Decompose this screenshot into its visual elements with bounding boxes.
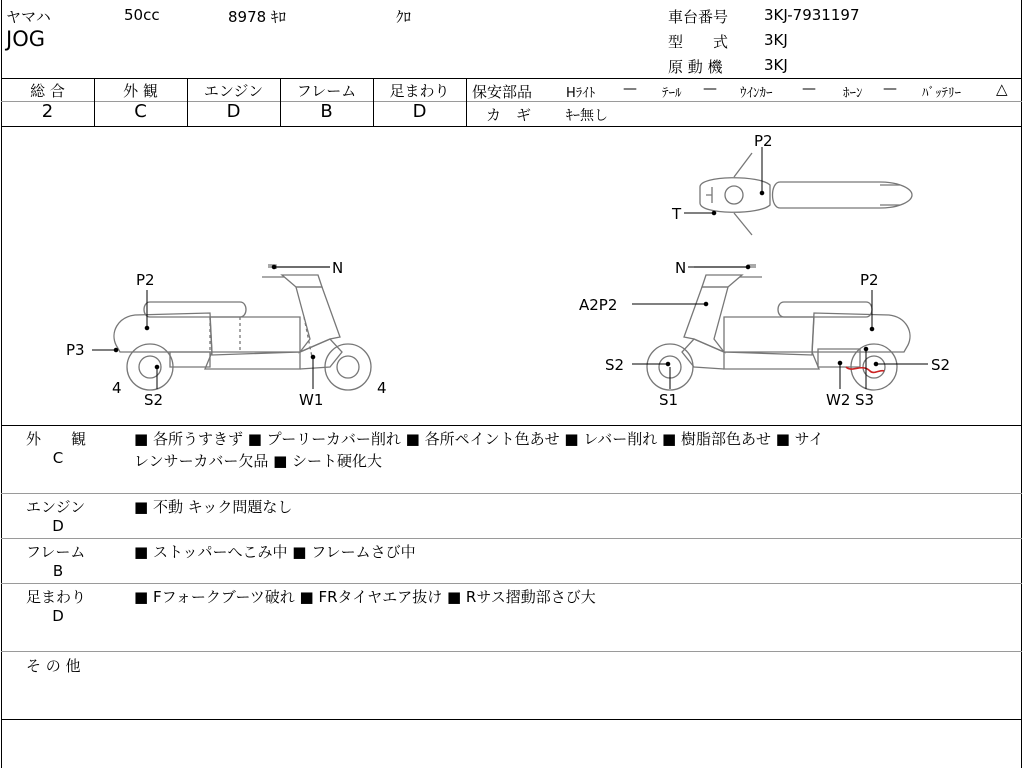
safety-headlight-label: Hﾗｲﾄ	[566, 86, 596, 101]
chassis-label: 車台番号	[668, 8, 729, 26]
key-label: カ ギ	[486, 106, 532, 124]
section-line: レンサーカバー欠品 ■ シート硬化大	[134, 452, 383, 470]
grade-label-engine: エンジン	[203, 82, 264, 100]
label-right-s2b: S2	[931, 356, 951, 374]
diagram-leaders	[92, 147, 928, 389]
safety-title: 保安部品	[472, 83, 533, 101]
label-right-w2: W2	[826, 391, 851, 409]
safety-mid	[467, 101, 1022, 102]
safety-tail-value: —	[703, 81, 717, 97]
grade-label-suspension: 足まわり	[389, 82, 450, 100]
label-top-t: T	[672, 205, 682, 223]
label-right-s3: S3	[855, 391, 875, 409]
label-right-a2p2: A2P2	[579, 296, 618, 314]
label-left-p2: P2	[136, 271, 155, 289]
safety-battery-label: ﾊﾞｯﾃﾘｰ	[922, 86, 961, 101]
section-label: 足まわり	[26, 588, 87, 606]
section-grade: D	[52, 607, 64, 625]
label-left-n: N	[332, 259, 344, 277]
model-name: JOG	[6, 27, 45, 51]
section-divider	[1, 538, 1022, 539]
section-label: 外 観	[26, 430, 87, 448]
displacement: 50cc	[124, 6, 160, 24]
section-line: ■ 不動 キック問題なし	[134, 498, 293, 516]
key-value: ｷｰ無し	[566, 108, 608, 124]
grade-label-frame: フレーム	[296, 82, 357, 100]
label-right-s2a: S2	[605, 356, 625, 374]
type-label: 型 式	[668, 33, 729, 51]
section-grade: B	[52, 562, 64, 580]
safety-tail-label: ﾃｰﾙ	[662, 86, 682, 101]
sections-bottom	[1, 719, 1022, 720]
section-label: エンジン	[26, 498, 86, 516]
grade-value-suspension: D	[412, 101, 427, 122]
label-right-n: N	[675, 259, 687, 277]
grade-value-frame: B	[320, 101, 333, 122]
type-value: 3KJ	[764, 31, 788, 49]
grade-label-exterior: 外 観	[123, 82, 158, 100]
section-divider	[1, 583, 1022, 584]
color: ｸﾛ	[396, 8, 412, 26]
chassis-value: 3KJ-7931197	[764, 6, 860, 24]
label-right-s1: S1	[659, 391, 679, 409]
section-line: ■ 各所うすきず ■ プーリーカバー削れ ■ 各所ペイント色あせ ■ レバー削れ ■ 樹脂部色あせ ■ サイ	[134, 430, 824, 448]
label-right-p2: P2	[860, 271, 879, 289]
label-left-w1: W1	[299, 391, 324, 409]
section-line: ■ ストッパーへこみ中 ■ フレームさび中	[134, 543, 416, 561]
engine-value: 3KJ	[764, 56, 788, 74]
label-left-p3: P3	[66, 341, 85, 359]
grade-value-total: 2	[41, 101, 54, 122]
grade-divider	[466, 78, 467, 126]
label-left-4b: 4	[377, 379, 387, 397]
section-line: ■ Fフォークブーツ破れ ■ FRタイヤエア抜け ■ Rサス摺動部さび大	[134, 588, 596, 606]
safety-battery-value: △	[996, 80, 1008, 98]
mileage: 8978 ｷﾛ	[228, 8, 286, 26]
maker: ヤマハ	[6, 8, 51, 26]
sections-top	[1, 425, 1022, 426]
safety-headlight-value: —	[623, 81, 637, 97]
grade-table-top	[1, 78, 1022, 79]
grade-label-total: 総 合	[30, 82, 65, 100]
safety-winker-value: —	[802, 81, 816, 97]
section-label: フレーム	[26, 543, 86, 561]
section-divider	[1, 651, 1022, 652]
safety-horn-label: ﾎｰﾝ	[843, 86, 863, 101]
section-grade: C	[52, 449, 64, 467]
section-grade: D	[52, 517, 64, 535]
grade-value-engine: D	[226, 101, 241, 122]
label-left-s2: S2	[144, 391, 164, 409]
engine-label: 原 動 機	[668, 58, 723, 76]
label-top-p2: P2	[754, 132, 773, 150]
safety-horn-value: —	[883, 81, 897, 97]
scooter-top-view	[700, 153, 912, 235]
grade-value-exterior: C	[134, 101, 147, 122]
label-left-4a: 4	[112, 379, 122, 397]
section-label: そ の 他	[26, 657, 81, 675]
section-divider	[1, 493, 1022, 494]
safety-winker-label: ｳｲﾝｶｰ	[740, 86, 773, 101]
